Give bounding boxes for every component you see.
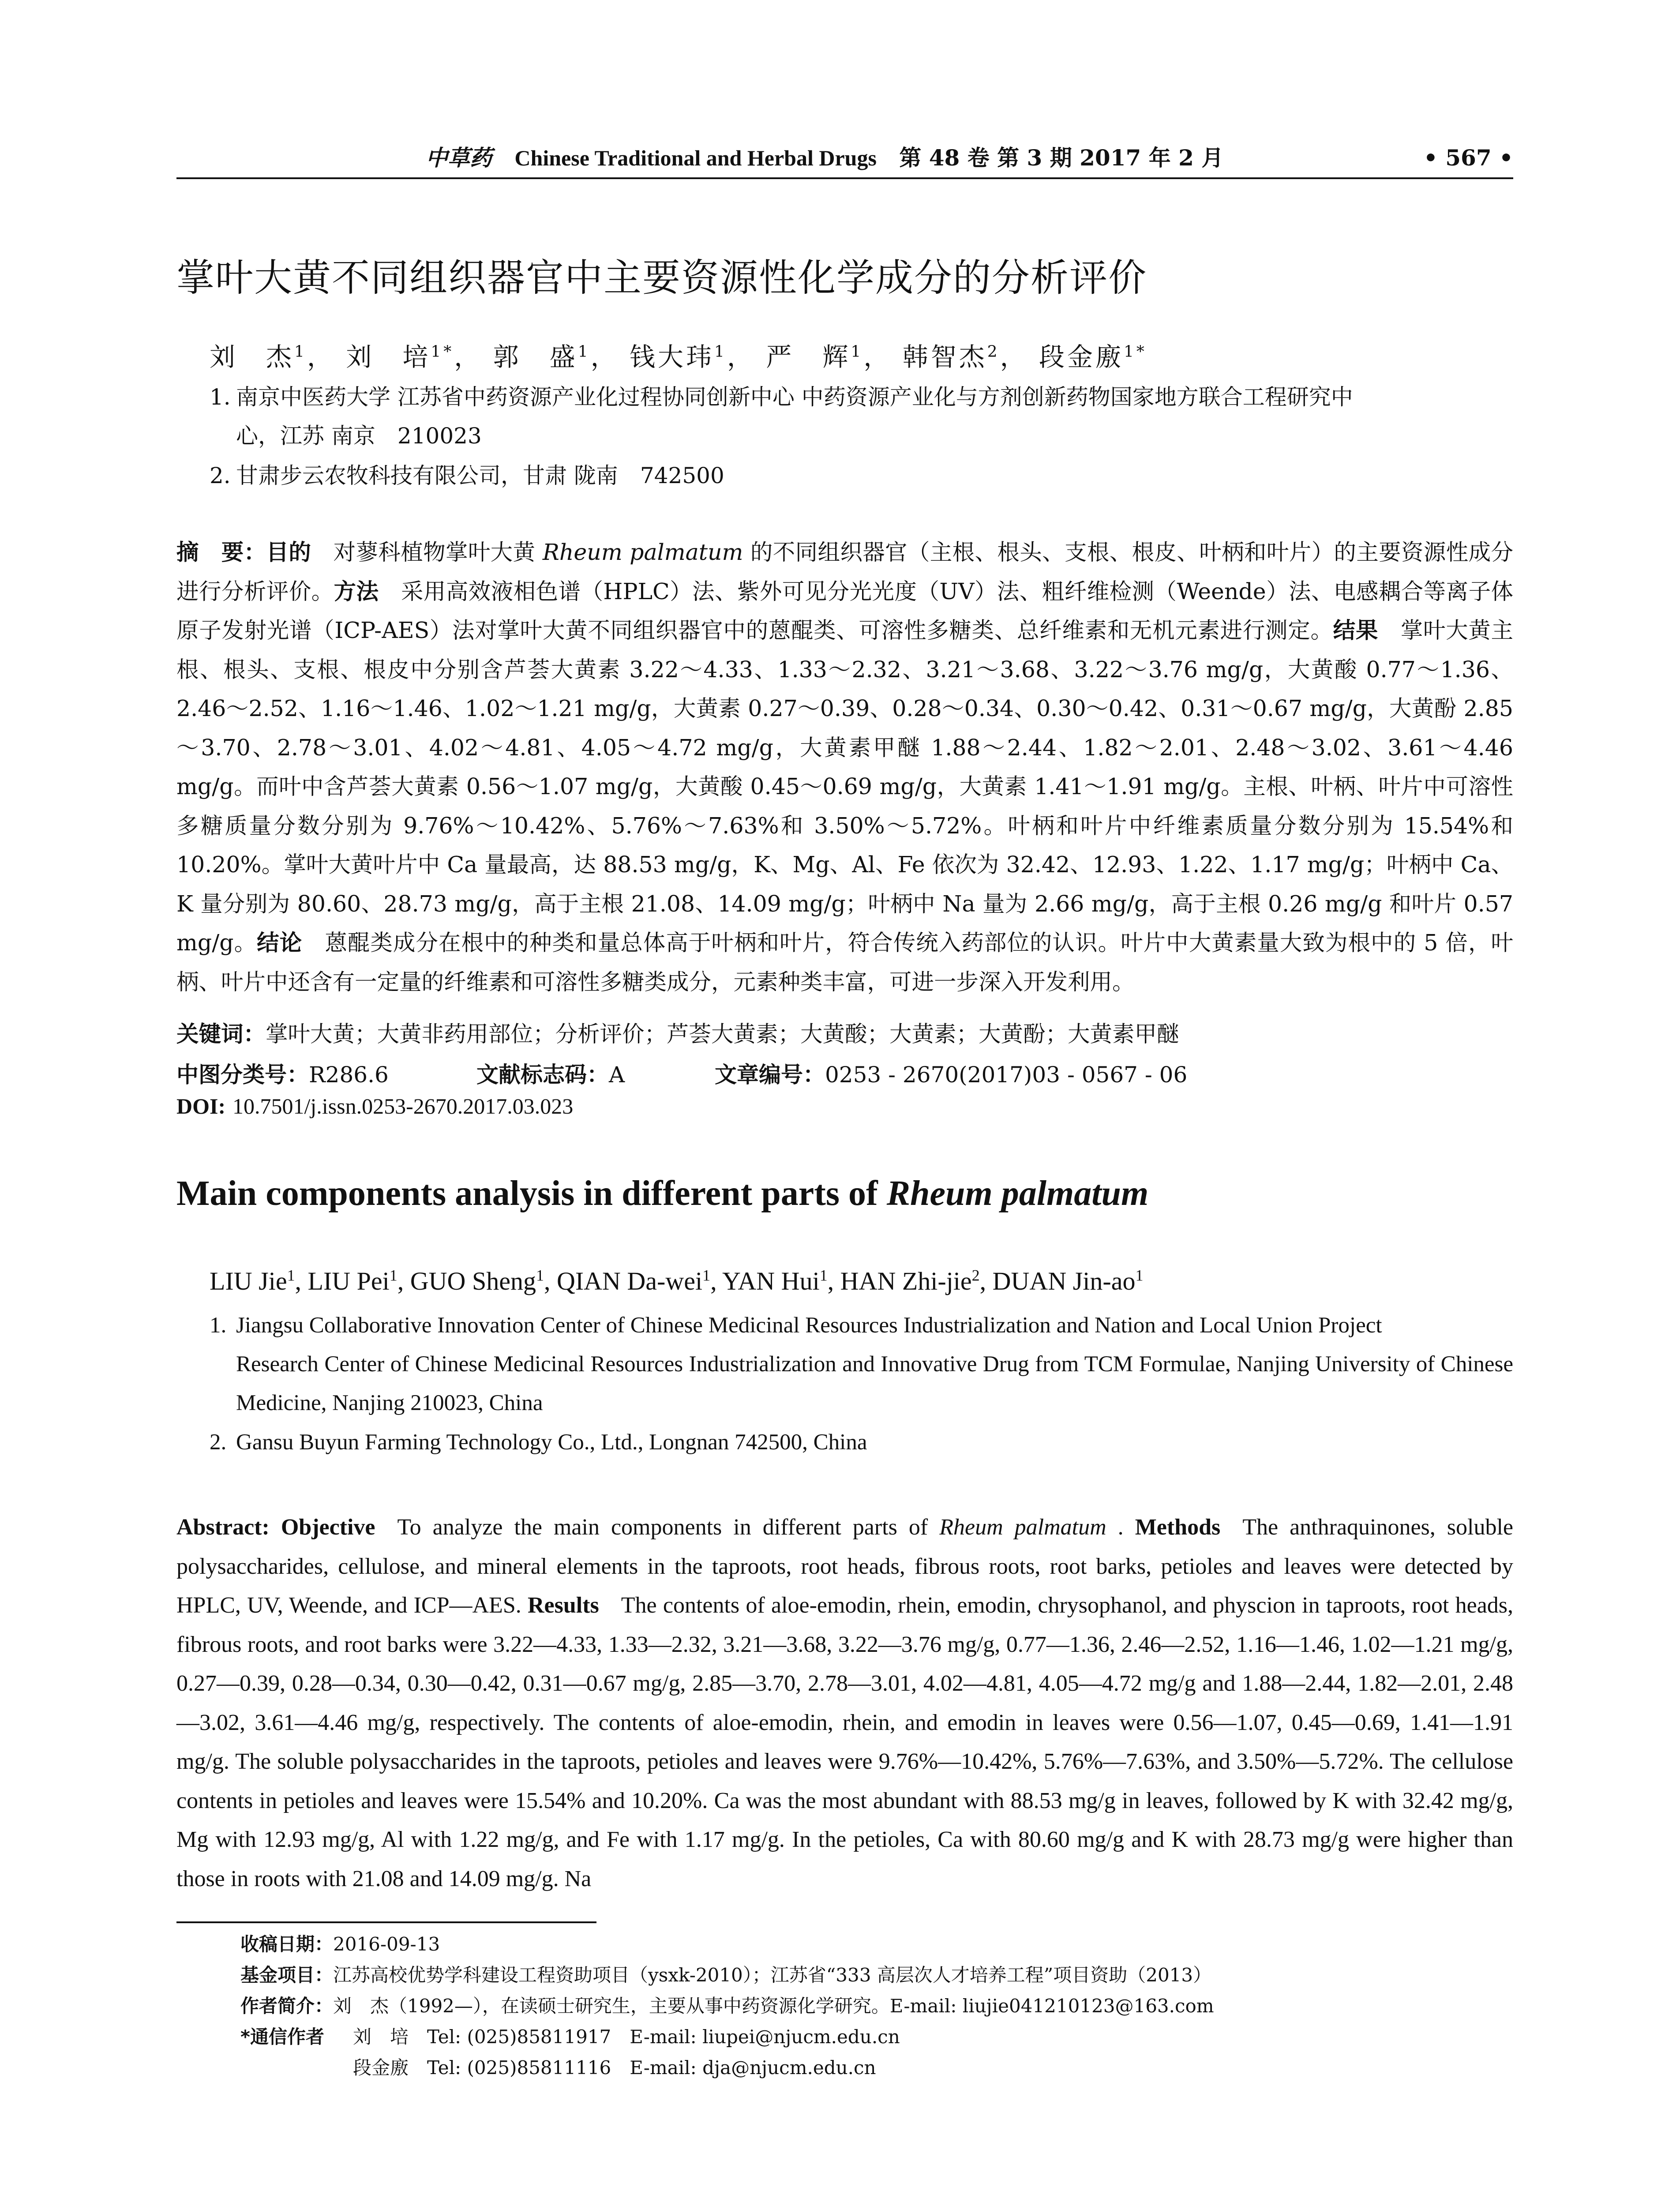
journal-cn: 中草药 [426, 145, 492, 171]
volume-info: 第 48 卷 第 3 期 2017 年 2 月 [899, 145, 1224, 171]
journal-line [426, 140, 1238, 172]
author-en: YAN Hui$^1$ [722, 1266, 828, 1295]
affiliation-en-1: 1. Jiangsu Collaborative Innovation Center of Chinese Medicinal Resources Industrialization and Nation and Local Union Project Research Center of Chinese Medicinal Resources Industrialization and Innovative Drug from TCM Formulae, Nanjing University of Chinese Medicine, Nanjing 210023, China [210, 1313, 1513, 1415]
affiliation-cn-2: 2. 甘肃步云农牧科技有限公司，甘肃 陇南 742500 [210, 463, 724, 488]
journal-en: Chinese Traditional and Herbal Drugs [514, 146, 877, 170]
authors-en: LIU Jie$^1$, LIU Pei$^1$, GUO Sheng$^1$, QIAN Da-wei$^1$, YAN Hui$^1$, HAN Zhi-jie$^2$, DUAN Jin-$ao^1$ [210, 1266, 1144, 1295]
affiliation-cn-1: 1. 南京中医药大学 江苏省中药资源产业化过程协同创新中心 中药资源产业化与方剂创新药物国家地方联合工程研究中 心，江苏 南京 210023 [210, 384, 1353, 449]
author-en: DUAN Jin-$ao^1$ [992, 1266, 1144, 1295]
doi-line: DOI: 10.7501/j.issn.0253-2670.2017.03.023 [176, 1094, 574, 1118]
footnote-corresponding: *通信作者 刘 培 Tel: (025)85811917 E-mail: liupei@njucm.edu.cn [240, 2026, 900, 2048]
author-en: QIAN Da-wei$^1$ [556, 1266, 711, 1295]
author-cn: 刘 培$^{1*}$ [346, 342, 454, 372]
authors-cn: 刘 杰$^1$， 刘 培$^{1*}$， 郭 盛$^1$， 钱大玮$^1$， 严 辉$^1$， 韩智杰$^2$， 段金廒$^{1*}$ [210, 342, 1147, 372]
running-header [176, 140, 1513, 176]
footnote-funding: 基金项目：江苏高校优势学科建设工程资助项目（ysxk-2010）；江苏省“333 高层次人才培养工程”项目资助（2013） [240, 1964, 1212, 1986]
author-cn: 韩智杰$^2$ [902, 342, 1000, 372]
footnote-received: 收稿日期：2016-09-13 [240, 1933, 440, 1955]
author-en: GUO Sheng$^1$ [410, 1266, 544, 1295]
header-rule [176, 177, 1513, 179]
affiliation-en-2: 2. Gansu Buyun Farming Technology Co., Ltd., Longnan 742500, China [210, 1430, 867, 1455]
page-title-cn: 掌叶大黄不同组织器官中主要资源性化学成分的分析评价 [176, 256, 1147, 300]
keywords-cn: 关键词：掌叶大黄；大黄非药用部位；分析评价；芦荟大黄素；大黄酸；大黄素；大黄酚；大黄素甲醚 [176, 1021, 1179, 1047]
footnote-corresponding-2: 段金廒 Tel: (025)85811116 E-mail: dja@njucm.edu.cn [353, 2057, 876, 2078]
author-en: HAN Zhi-jie$^2$ [840, 1266, 980, 1295]
page-title-en: Main components analysis in different parts of Rheum palmatum [176, 1174, 1149, 1213]
footnote-rule [176, 1921, 596, 1923]
classification-line: 中图分类号：R286.6 文献标志码：A 文章编号：0253 - 2670(2017)03 - 0567 - 06 [176, 1062, 1188, 1088]
author-cn: 严 辉$^1$ [766, 342, 864, 372]
abstract-en: Abstract: Objective To analyze the main components in different parts of Rheum palmatum . Methods The anthraquinones, soluble polysaccharides, cellulose, and mineral elements in the taproots, root heads, fibrous roots, root barks, petioles and leaves were detected by HPLC, UV, Weende, and ICP—AES. Results The contents of aloe-emodin, rhein, emodin, chrysophanol, and physcion in taproots, root heads, fibrous roots, and root barks were 3.22—4.33, 1.33—2.32, 3.21—3.68, 3.22—3.76 mg/g, 0.77—1.36, 2.46—2.52, 1.16—1.46, 1.02—1.21 mg/g, 0.27—0.39, 0.28—0.34, 0.30—0.42, 0.31—0.67 mg/g, 2.85—3.70, 2.78—3.01, 4.02—4.81, 4.05—4.72 mg/g and 1.88—2.44, 1.82—2.01, 2.48—3.02, 3.61—4.46 mg/g, respectively. The contents of aloe-emodin, rhein, and emodin in leaves were 0.56—1.07, 0.45—0.69, 1.41—1.91 mg/g. The soluble polysaccharides in the taproots, petioles and leaves were 9.76%—10.42%, 5.76%—7.63%, and 3.50%—5.72%. The cellulose contents in petioles and leaves were 15.54% and 10.20%. Ca was the most abundant with 88.53 mg/g in leaves, followed by K with 32.42 mg/g, Mg with 12.93 mg/g, Al with 1.22 mg/g, and Fe with 1.17 mg/g. In the petioles, Ca with 80.60 mg/g and K with 28.73 mg/g were higher than those in roots with 21.08 and 14.09 mg/g. Na [176, 1515, 1514, 1891]
abstract-cn: 摘 要：目的 对蓼科植物掌叶大黄 Rheum palmatum 的不同组织器官（主根、根头、支根、根皮、叶柄和叶片）的主要资源性成分进行分析评价。方法 采用高效液相色谱（HPLC）法、紫外可见分光光度（UV）法、粗纤维检测（Weende）法、电感耦合等离子体原子发射光谱（ICP-AES）法对掌叶大黄不同组织器官中的蒽醌类、可溶性多糖类、总纤维素和无机元素进行测定。结果 掌叶大黄主根、根头、支根、根皮中分别含芦荟大黄素 3.22～4.33、1.33～2.32、3.21～3.68、3.22～3.76 mg/g，大黄酸 0.77～1.36、2.46～2.52、1.16～1.46、1.02～1.21 mg/g，大黄素 0.27～0.39、0.28～0.34、0.30～0.42、0.31～0.67 mg/g，大黄酚 2.85～3.70、2.78～3.01、4.02～4.81、4.05～4.72 mg/g，大黄素甲醚 1.88～2.44、1.82～2.01、2.48～3.02、3.61～4.46 mg/g。而叶中含芦荟大黄素 0.56～1.07 mg/g，大黄酸 0.45～0.69 mg/g，大黄素 1.41～1.91 mg/g。主根、叶柄、叶片中可溶性多糖质量分数分别为 9.76%～10.42%、5.76%～7.63%和 3.50%～5.72%。叶柄和叶片中纤维素质量分数分别为 15.54%和 10.20%。掌叶大黄叶片中 Ca 量最高，达 88.53 mg/g，K、Mg、Al、Fe 依次为 32.42、12.93、1.22、1.17 mg/g；叶柄中 Ca、K 量分别为 80.60、28.73 mg/g，高于主根 21.08、14.09 mg/g；叶柄中 Na 量为 2.66 mg/g，高于主根 0.26 mg/g 和叶片 0.57 mg/g。结论 蒽醌类成分在根中的种类和量总体高于叶柄和叶片，符合传统入药部位的认识。叶片中大黄素量大致为根中的 5 倍，叶柄、叶片中还含有一定量的纤维素和可溶性多糖类成分，元素种类丰富，可进一步深入开发利用。 [176, 539, 1514, 995]
footnote-author-bio: 作者简介：刘 杰（1992—），在读硕士研究生，主要从事中药资源化学研究。E-mail: liujie041210123@163.com [240, 1995, 1214, 2017]
author-en: LIU Jie$^1$ [210, 1266, 295, 1295]
author-cn: 段金廒$^{1*}$ [1039, 342, 1147, 372]
author-cn: 刘 杰$^1$ [210, 342, 307, 372]
author-en: LIU Pei$^1$ [308, 1266, 398, 1295]
author-cn: 钱大玮$^1$ [630, 342, 727, 372]
author-cn: 郭 盛$^1$ [493, 342, 591, 372]
page-number: • 567 • [1423, 145, 1513, 171]
